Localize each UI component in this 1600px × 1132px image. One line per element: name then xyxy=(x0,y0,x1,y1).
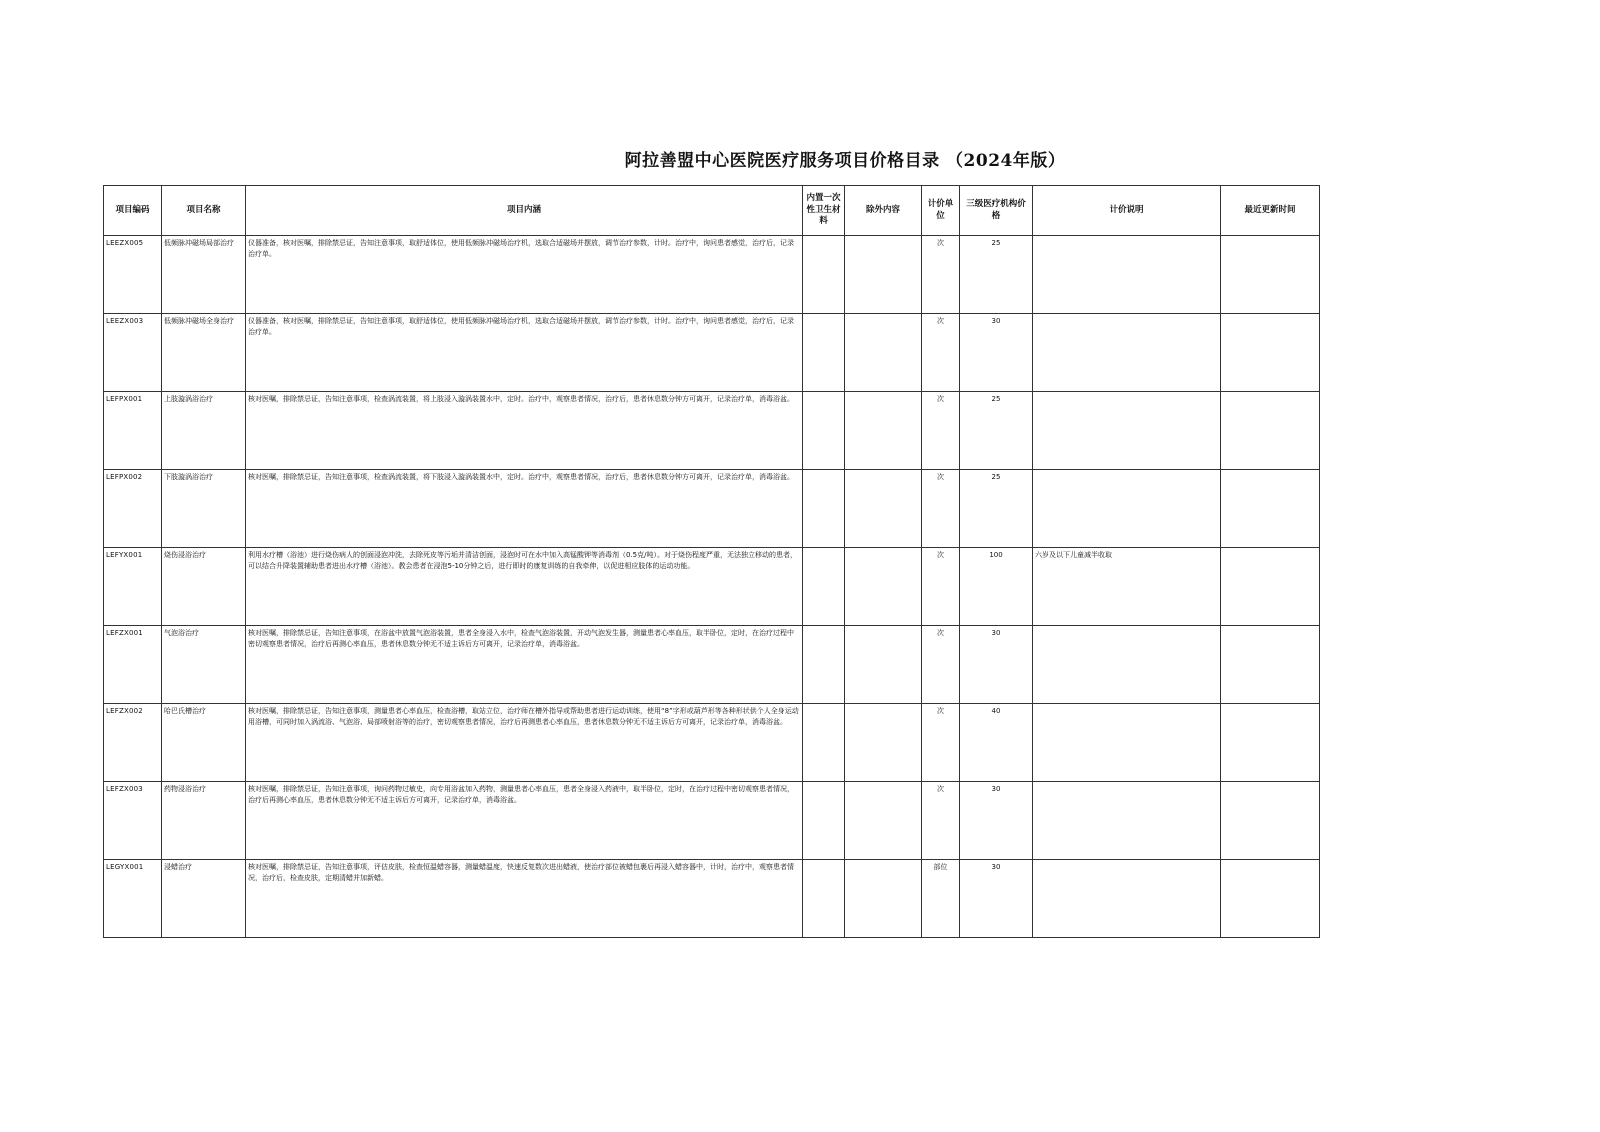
item-exclusion xyxy=(845,548,922,626)
item-content: 核对医嘱，排除禁忌证，告知注意事项，评估皮肤，检查恒温蜡容器，测量蜡温度，快速反复数次进出蜡液，使治疗部位被蜡包裹后再浸入蜡容器中，计时，治疗中，观察患者情况，治疗后，检查皮肤，定期清蜡并加新蜡。 xyxy=(246,860,803,938)
item-note xyxy=(1033,236,1221,314)
item-note xyxy=(1033,470,1221,548)
item-updated xyxy=(1221,314,1320,392)
item-unit: 次 xyxy=(922,392,960,470)
table-row xyxy=(104,236,1320,314)
table-row xyxy=(104,470,1320,548)
item-price: 25 xyxy=(960,236,1033,314)
item-name: 下肢漩涡浴治疗 xyxy=(162,470,246,548)
item-material xyxy=(803,392,845,470)
item-price: 30 xyxy=(960,626,1033,704)
table-row xyxy=(104,314,1320,392)
item-code: LEFZX001 xyxy=(104,626,162,704)
item-unit: 次 xyxy=(922,236,960,314)
item-updated xyxy=(1221,782,1320,860)
item-unit: 次 xyxy=(922,626,960,704)
item-unit: 次 xyxy=(922,782,960,860)
item-unit: 部位 xyxy=(922,860,960,938)
item-updated xyxy=(1221,392,1320,470)
item-price: 25 xyxy=(960,392,1033,470)
item-content: 核对医嘱，排除禁忌证，告知注意事项，检查涡流装置，将下肢浸入漩涡装置水中，定时。治疗中，观察患者情况，治疗后，患者休息数分钟方可离开，记录治疗单，消毒浴盆。 xyxy=(246,470,803,548)
item-name: 浸蜡治疗 xyxy=(162,860,246,938)
table-row xyxy=(104,548,1320,626)
item-price: 100 xyxy=(960,548,1033,626)
item-code: LEFPX001 xyxy=(104,392,162,470)
item-unit: 次 xyxy=(922,704,960,782)
item-content: 核对医嘱，排除禁忌证，告知注意事项，在浴盆中放置气泡浴装置，患者全身浸入水中，检查气泡浴装置，开动气泡发生器，测量患者心率血压，取半卧位，定时，在治疗过程中密切观察患者情况，治疗后再测心率血压，患者休息数分钟无不适主诉后方可离开，记录治疗单，消毒浴盆。 xyxy=(246,626,803,704)
item-note xyxy=(1033,860,1221,938)
item-note xyxy=(1033,392,1221,470)
header-updated: 最近更新时间 xyxy=(1221,186,1320,236)
item-name: 上肢漩涡浴治疗 xyxy=(162,392,246,470)
item-content: 核对医嘱，排除禁忌证，告知注意事项，测量患者心率血压，检查浴槽，取站立位，治疗师在槽外指导或帮助患者进行运动训练，使用“8”字形或葫芦形等各种形状供个人全身运动用浴槽，可同时加入涡流浴、气泡浴、局部喷射浴等的治疗，密切观察患者情况，治疗后再测患者心率血压，患者休息数分钟无不适主诉后方可离开，记录治疗单，消毒浴盆。 xyxy=(246,704,803,782)
item-updated xyxy=(1221,860,1320,938)
item-note xyxy=(1033,782,1221,860)
item-price: 30 xyxy=(960,314,1033,392)
item-code: LEFPX002 xyxy=(104,470,162,548)
item-material xyxy=(803,314,845,392)
item-exclusion xyxy=(845,470,922,548)
item-code: LEFZX003 xyxy=(104,782,162,860)
item-material xyxy=(803,704,845,782)
item-code: LEEZX005 xyxy=(104,236,162,314)
header-material: 内置一次性卫生材料 xyxy=(803,186,845,236)
item-note xyxy=(1033,704,1221,782)
item-exclusion xyxy=(845,236,922,314)
table-row xyxy=(104,860,1320,938)
table-row xyxy=(104,626,1320,704)
header-name: 项目名称 xyxy=(162,186,246,236)
item-unit: 次 xyxy=(922,314,960,392)
item-exclusion xyxy=(845,392,922,470)
item-content: 仪器准备，核对医嘱，排除禁忌证，告知注意事项，取舒适体位，使用低频脉冲磁场治疗机，选取合适磁场并摆放，调节治疗参数，计时。治疗中，询问患者感觉，治疗后，记录治疗单。 xyxy=(246,314,803,392)
item-exclusion xyxy=(845,860,922,938)
item-exclusion xyxy=(845,782,922,860)
header-exclusion: 除外内容 xyxy=(845,186,922,236)
item-material xyxy=(803,236,845,314)
item-content: 利用水疗槽（浴池）进行烧伤病人的创面浸泡冲洗，去除死皮等污垢并清洁创面，浸泡时可在水中加入高锰酸钾等消毒剂（0.5克/吨）。对于烧伤程度严重，无法独立移动的患者，可以结合升降装置辅助患者进出水疗槽（浴池）。教会患者在浸泡5-10分钟之后，进行即时的康复训练的自我牵伸，以促进相应肢体的运动功能。 xyxy=(246,548,803,626)
item-exclusion xyxy=(845,314,922,392)
item-name: 低频脉冲磁场局部治疗 xyxy=(162,236,246,314)
item-name: 气泡浴治疗 xyxy=(162,626,246,704)
item-name: 药物浸浴治疗 xyxy=(162,782,246,860)
item-note: 六岁及以下儿童减半收取 xyxy=(1033,548,1221,626)
header-price: 三级医疗机构价格 xyxy=(960,186,1033,236)
table-row xyxy=(104,392,1320,470)
item-code: LEEZX003 xyxy=(104,314,162,392)
item-material xyxy=(803,860,845,938)
page-title: 阿拉善盟中心医院医疗服务项目价格目录 （2024年版） xyxy=(624,151,1066,171)
item-price: 25 xyxy=(960,470,1033,548)
item-price: 40 xyxy=(960,704,1033,782)
item-updated xyxy=(1221,626,1320,704)
item-code: LEFZX002 xyxy=(104,704,162,782)
item-material xyxy=(803,626,845,704)
item-exclusion xyxy=(845,626,922,704)
item-updated xyxy=(1221,704,1320,782)
item-price: 30 xyxy=(960,860,1033,938)
header-unit: 计价单位 xyxy=(922,186,960,236)
item-note xyxy=(1033,314,1221,392)
item-name: 哈巴氏槽治疗 xyxy=(162,704,246,782)
price-table xyxy=(103,185,1320,938)
item-name: 低频脉冲磁场全身治疗 xyxy=(162,314,246,392)
table-row xyxy=(104,782,1320,860)
item-exclusion xyxy=(845,704,922,782)
item-content: 仪器准备，核对医嘱，排除禁忌证，告知注意事项，取舒适体位，使用低频脉冲磁场治疗机，选取合适磁场并摆放，调节治疗参数，计时。治疗中，询问患者感觉，治疗后，记录治疗单。 xyxy=(246,236,803,314)
item-price: 30 xyxy=(960,782,1033,860)
item-unit: 次 xyxy=(922,470,960,548)
header-row xyxy=(104,186,1320,236)
item-material xyxy=(803,782,845,860)
item-content: 核对医嘱，排除禁忌证，告知注意事项，检查涡流装置，将上肢浸入漩涡装置水中，定时。治疗中，观察患者情况，治疗后，患者休息数分钟方可离开，记录治疗单，消毒浴盆。 xyxy=(246,392,803,470)
item-updated xyxy=(1221,470,1320,548)
item-name: 烧伤浸浴治疗 xyxy=(162,548,246,626)
item-note xyxy=(1033,626,1221,704)
item-code: LEFYX001 xyxy=(104,548,162,626)
item-code: LEGYX001 xyxy=(104,860,162,938)
header-code: 项目编码 xyxy=(104,186,162,236)
item-content: 核对医嘱，排除禁忌证，告知注意事项，询问药物过敏史，向专用浴盆加入药物，测量患者心率血压，患者全身浸入药液中，取半卧位，定时，在治疗过程中密切观察患者情况，治疗后再测心率血压，患者休息数分钟无不适主诉后方可离开，记录治疗单，消毒浴盆。 xyxy=(246,782,803,860)
item-updated xyxy=(1221,236,1320,314)
header-content: 项目内涵 xyxy=(246,186,803,236)
table-row xyxy=(104,704,1320,782)
item-updated xyxy=(1221,548,1320,626)
item-unit: 次 xyxy=(922,548,960,626)
item-material xyxy=(803,548,845,626)
header-note: 计价说明 xyxy=(1033,186,1221,236)
item-material xyxy=(803,470,845,548)
